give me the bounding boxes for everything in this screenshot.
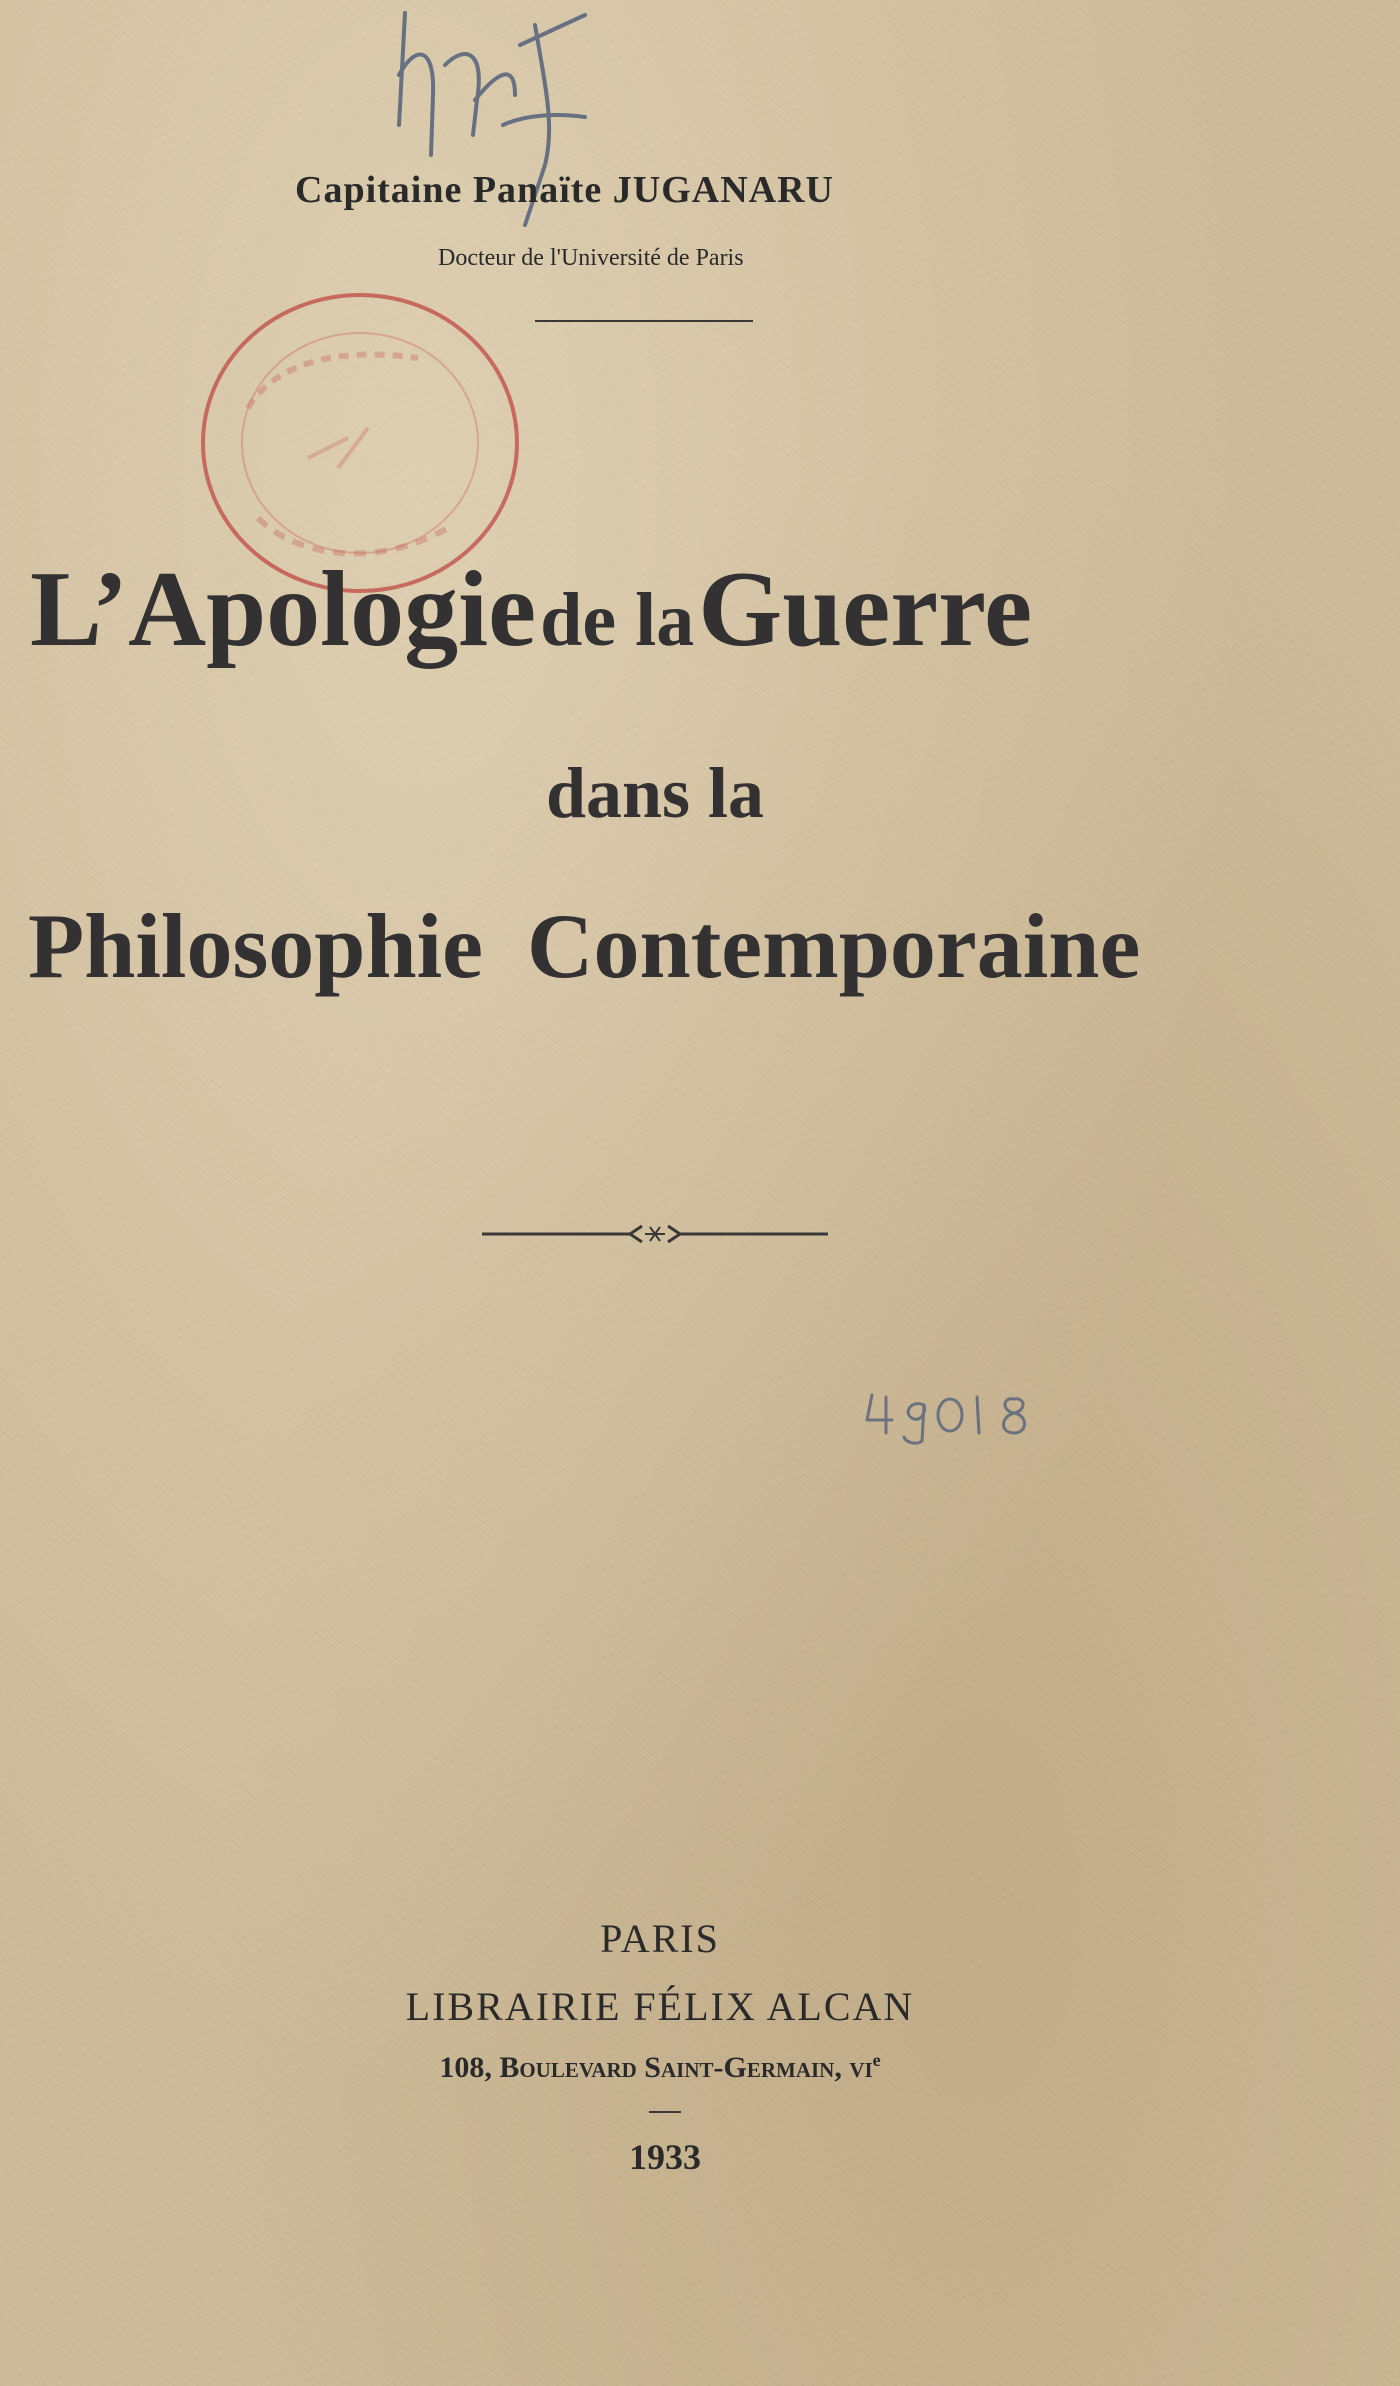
- imprint-address: [0, 2050, 1320, 2085]
- title-word-contemporaine: Contemporaine: [527, 895, 1141, 997]
- title-word-guerre: Guerre: [698, 550, 1033, 669]
- top-divider: [535, 320, 753, 322]
- imprint-publisher: LIBRAIRIE FÉLIX ALCAN: [405, 1984, 915, 2029]
- bottom-divider: [649, 2111, 681, 2113]
- address-suffix: e: [872, 2050, 881, 2070]
- title-line-2: dans la: [545, 753, 765, 833]
- address-street: Boulevard Saint-Germain, vi: [499, 2051, 873, 2084]
- author-credentials: Docteur de l'Université de Paris: [438, 245, 744, 271]
- title-line-3: [28, 893, 1140, 999]
- handwritten-call-number: [862, 1375, 1047, 1445]
- imprint-place: PARIS: [600, 1916, 720, 1961]
- title-word-apologie: L’Apologie: [30, 550, 537, 669]
- publication-year: 1933: [629, 2137, 701, 2177]
- title-word-philosophie: Philosophie: [28, 895, 484, 997]
- author-line: Capitaine Panaïte JUGANARU: [295, 169, 834, 211]
- ornamental-divider: [480, 1222, 830, 1246]
- address-number: 108,: [439, 2051, 500, 2084]
- title-line-1: [30, 548, 1280, 672]
- title-word-de-la: de la: [540, 578, 695, 662]
